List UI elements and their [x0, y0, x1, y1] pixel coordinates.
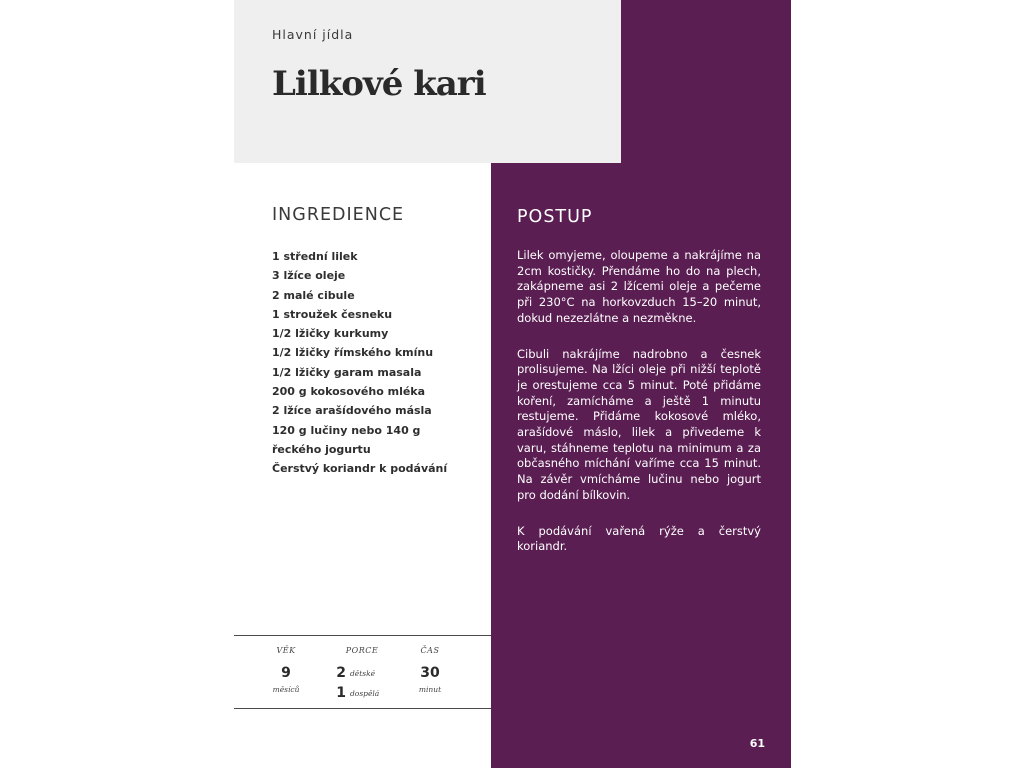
ingredient-item: 2 malé cibule: [272, 288, 355, 302]
ingredient-item: 120 g lučiny nebo 140 g: [272, 423, 421, 437]
info-top-divider: [234, 635, 491, 636]
portion-kids: [332, 663, 392, 683]
portion-adult-value: 1: [336, 685, 346, 701]
method-paragraph: Lilek omyjeme, oloupeme a nakrájíme na 2cm kostičky. Přendáme ho do na plech, zakápneme asi 2 lžícemi oleje a pečeme při 230°C na horkovzduch 15–20 minut, dokud nezezlátne a nezměkne.: [517, 248, 761, 325]
time-value: 30: [420, 665, 440, 681]
ingredient-item: řeckého jogurtu: [272, 442, 371, 456]
ingredients-heading: INGREDIENCE: [272, 205, 405, 225]
ingredient-item: 200 g kokosového mléka: [272, 385, 426, 399]
method-body: [517, 248, 761, 575]
time-label: ČAS: [420, 646, 440, 655]
method-paragraph: K podávání vařená rýže a čerstvý koriandr.: [517, 523, 761, 554]
ingredient-item: 2 lžíce arašídového másla: [272, 404, 432, 418]
recipe-title: Lilkové kari: [272, 64, 486, 104]
page-number: 61: [749, 737, 765, 750]
ingredient-item: 1 střední lilek: [272, 250, 358, 263]
header-block: [234, 0, 621, 163]
ingredient-item: 1/2 lžičky kurkumy: [272, 327, 389, 341]
ingredient-item: 3 lžíce oleje: [272, 269, 346, 283]
method-paragraph: Cibuli nakrájíme nadrobno a česnek prolisujeme. Na lžíci oleje při nižší teplotě je orestujeme cca 5 minut. Poté přidáme koření, zamícháme a ještě 1 minutu restujeme. Přidáme kokosové mléko, arašídové máslo, lilek a přivedeme k varu, stáhneme teplotu na minimum a za občasného míchání vaříme cca 15 minut. Na závěr vmícháme lučinu nebo jogurt pro dodání bílkovin.: [517, 346, 761, 502]
recipe-page: [234, 0, 791, 768]
age-value: 9: [281, 665, 291, 681]
portions-info: [332, 645, 392, 703]
age-label: VĚK: [276, 646, 296, 655]
age-info: [268, 645, 304, 696]
ingredient-item: 1/2 lžičky římského kmínu: [272, 346, 434, 360]
ingredients-list: [272, 247, 482, 479]
portions-label: PORCE: [345, 646, 379, 655]
info-bottom-divider: [234, 708, 491, 709]
ingredient-item: Čerstvý koriandr k podávání: [272, 462, 448, 476]
ingredient-item: 1/2 lžičky garam masala: [272, 365, 422, 379]
method-heading: POSTUP: [517, 207, 593, 227]
portion-kids-unit: dětské: [350, 668, 376, 678]
portion-kids-value: 2: [336, 665, 346, 681]
time-info: [412, 645, 448, 696]
time-unit: minut: [418, 685, 442, 694]
portion-adult-unit: dospělá: [350, 688, 380, 698]
portion-adult: [332, 683, 392, 703]
recipe-category: Hlavní jídla: [272, 27, 354, 42]
ingredient-item: 1 stroužek česneku: [272, 307, 393, 321]
age-unit: měsíců: [272, 685, 300, 694]
